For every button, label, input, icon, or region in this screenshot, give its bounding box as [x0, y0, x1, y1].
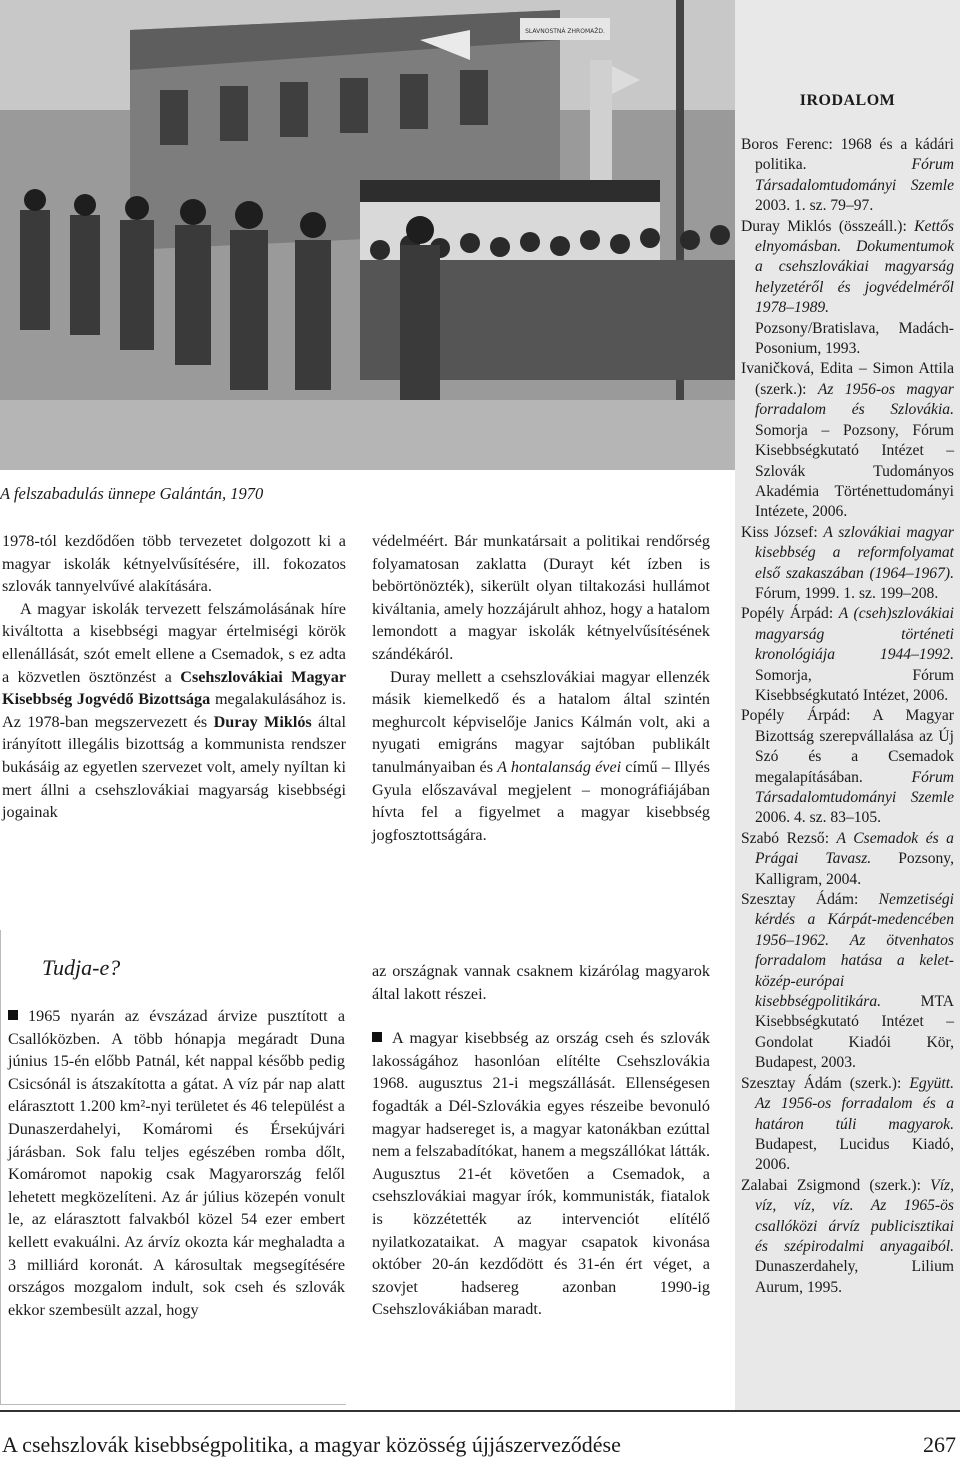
middle-column: [372, 530, 710, 846]
ref-author: Szabó Rezső:: [741, 829, 837, 847]
photo-illustration: [0, 0, 735, 470]
paragraph: védelméért. Bár munkatársait a politikai rendőrség folyamatosan zaklatta (Durayt két ízben is bebörtönözték), sikerült olyan tiltakozási hullámot kiváltania, amely hozzájárult ahhoz, hogy a hatalom lemondott a magyar iskolák kétnyelvűsítésének szándékáról.: [372, 532, 711, 663]
page-number: 267: [923, 1432, 956, 1457]
text-run: Duray mellett a csehszlovákiai magyar ellenzék másik kiemelkedő és a hatalom által szintén meghurcolt képviselője Janics Kálmán volt, aki a nyugati emigráns magyar sajtóban publikált tanulmányaiban és: [372, 667, 710, 776]
reference-item: [741, 890, 954, 1074]
ref-title: Víz, víz, víz, víz. Az 1965-ös csallóközi árvíz publicisztikai és szépirodalmi anyagaiból.: [755, 1176, 954, 1255]
reference-item: [741, 706, 954, 828]
ref-title: A Csemadok és a Prágai Tavasz.: [755, 829, 954, 868]
reference-item: [741, 359, 954, 522]
text-run: című – Illyés Gyula előszavával megjelent – monográfiájában hívta fel a figyelmet a magyar kisebbség jogfosztottságára.: [372, 757, 710, 844]
ref-title: Fórum Társadalomtudományi Szemle: [755, 156, 954, 194]
ref-author: Boros Ferenc: 1968 és a kádári politika.: [741, 136, 954, 174]
paragraph: [372, 1027, 710, 1321]
ref-details: Pozsony, Kalligram, 2004.: [755, 850, 954, 888]
ref-details: 2003. 1. sz. 79–97.: [755, 197, 874, 215]
text-run: 1965 nyarán az évszázad árvize pusztított a Csallóközben. A több hónapja megáradt Duna június 15-én előbb Patnál, két nappal később pedig Csicsónál is átszakította a gátat. A víz pár nap alatt elárasztott 1.200 km²-nyi területet és 46 települést a Dunaszerdahelyi, Komáromi és Érsekújvári járásban. Sok falu teljes egészében romba dőlt, Komáromot napokig csak Magyarország felől lehetett megközelíteni. Az ár július közepén vonult le, az elárasztott falvakból közel 54 ezer embert kellett evakuálni. Az árvíz okozta kár meghaladta a 3 milliárd koronát. A károsultak megsegítésére országos mozgalom indult, sok cseh és szlovák ekkor szembesült azzal, hogy: [8, 1007, 345, 1319]
ref-details: MTA Kisebbségkutató Intézet – Gondolat Kiadói Kör, Budapest, 2003.: [755, 993, 954, 1072]
reference-item: [741, 1176, 954, 1298]
svg-text:SLAVNOSTNÁ ZHROMAŽD.: SLAVNOSTNÁ ZHROMAŽD.: [525, 28, 605, 35]
ref-author: Popély Árpád:: [741, 605, 839, 623]
ref-details: Dunaszerdahely, Lilium Aurum, 1995.: [755, 1258, 954, 1296]
ref-title: Az 1956-os magyar forradalom és Szlovákia.: [755, 380, 955, 419]
bold-name: Duray Miklós: [213, 712, 312, 731]
text-run: megalakulásához is. Az 1978-ban megszervezett és: [2, 690, 346, 731]
ref-title: A szlovákiai magyar kisebbség a reformfolyamat első szakaszában (1964–1967).: [755, 523, 954, 582]
ref-author: Duray Miklós (összeáll.):: [741, 217, 915, 235]
bold-term: Csehszlovákiai Magyar Kisebbség Jogvédő Bizottsága: [2, 667, 346, 709]
tudja-left-column: [8, 1005, 345, 1321]
reference-item: [741, 604, 954, 706]
italic-title: A hontalanság évei: [497, 757, 622, 776]
left-column: [2, 530, 346, 824]
ref-details: Somorja, Fórum Kisebbségkutató Intézet, 2006.: [755, 666, 954, 704]
paragraph: 1978-tól kezdődően több tervezetet dolgozott ki a magyar iskolák kétnyelvűsítésére, ill. fokozatos szlovák tannyelvűvé alakítására.: [2, 532, 346, 596]
ref-author: Szesztay Ádám (szerk.):: [741, 1074, 910, 1092]
reference-list: [741, 135, 954, 1298]
bibliography-sidebar: [735, 0, 960, 1410]
photo-caption: A felszabadulás ünnepe Galántán, 1970: [0, 484, 264, 503]
paragraph: [8, 1005, 345, 1321]
ref-title: A (cseh)szlovákiai magyarság történeti kronológiája 1944–1992.: [755, 605, 954, 664]
text-run: A magyar kisebbség az ország cseh és szlovák lakosságához hasonlóan elítélte Csehszlovákia 1968. augusztus 21-i megszállását. Ellenségesen fogadták a Dél-Szlovákia egyes részeibe bevonuló magyar hadsereget is, a magyar katonákban ezúttal nem a felszabadítókat, hanem a megszállókat látták. Augusztus 21-ét követően a Csemadok, a csehszlovákiai magyar írók, kommunisták, fiatalok is közzétették az intervenciót elítélő nyilatkozataikat. A magyar csapatok kivonása október 20-án kezdődött és 31-én ért véget, a szovjet hadsereg azonban 1990-ig Csehszlovákiában maradt.: [372, 1029, 710, 1319]
ref-author: Ivaničková, Edita – Simon Attila (szerk.):: [741, 360, 954, 398]
ref-author: Szesztay Ádám:: [741, 891, 879, 909]
text-run: A magyar iskolák tervezett felszámolásának híre kiváltotta a kisebbségi magyar értelmiségi körök ellenállását, szót emelt ellene a Csemadok, s ez adta a közvetlen ösztönzést a: [2, 599, 346, 686]
ref-details: Budapest, Lucidus Kiadó, 2006.: [755, 1135, 954, 1174]
running-footer-title: A csehszlovák kisebbségpolitika, a magyar közösség újjászerveződése: [2, 1432, 621, 1457]
ref-details: Fórum, 1999. 1. sz. 199–208.: [755, 584, 939, 602]
parade-photo: [0, 0, 735, 470]
ref-title: Együtt. Az 1956-os forradalom és a határon túli magyarok.: [755, 1074, 954, 1133]
footer-rule: [0, 1410, 960, 1412]
ref-details: Pozsony/Bratislava, Madách-Posonium, 1993.: [755, 319, 954, 358]
reference-item: [741, 829, 954, 890]
ref-title: Nemzetiségi kérdés a Kárpát-medencében 1956–1962. Az ötvenhatos forradalom hatása a kelet-közép-európai kisebbségpolitikára.: [755, 891, 954, 1011]
paragraph: [2, 598, 346, 824]
ref-title: Kettős elnyomásban. Dokumentumok a csehszlovákiai magyarság helyzetéről és jogvédelméről 1978–1989.: [755, 217, 954, 317]
ref-author: Zalabai Zsigmond (szerk.):: [741, 1176, 931, 1194]
reference-item: [741, 217, 954, 360]
paragraph: [372, 666, 710, 847]
ref-title: Fórum Társadalomtudományi Szemle: [755, 768, 954, 806]
reference-item: [741, 135, 954, 217]
ref-details: 2006. 4. sz. 83–105.: [755, 809, 882, 827]
sidebar-heading: IRODALOM: [799, 92, 896, 109]
tudja-right-column: [372, 960, 710, 1321]
reference-item: [741, 1074, 954, 1176]
ref-author: Kiss József:: [741, 523, 824, 541]
paragraph: az országnak vannak csaknem kizárólag magyarok által lakott részei.: [372, 962, 710, 1003]
square-bullet-icon: [8, 1010, 18, 1020]
tudja-title: Tudja-e?: [42, 955, 121, 980]
reference-item: [741, 523, 954, 605]
ref-author: Popély Árpád: A Magyar Bizottság szerepvállalása az Új Szó és a Csemadok megalapításában.: [741, 707, 954, 786]
text-run: által irányított illegális bizottság a kommunista rendszer bukásáig az egyetlen szervezet volt, amely nyíltan ki mert állni a csehszlovákiai magyarság kisebbségi jogainak: [2, 712, 346, 822]
ref-details: Somorja – Pozsony, Fórum Kisebbségkutató Intézet – Szlovák Tudományos Akadémia Történettudományi Intézete, 2006.: [755, 421, 954, 521]
square-bullet-icon: [372, 1032, 382, 1042]
